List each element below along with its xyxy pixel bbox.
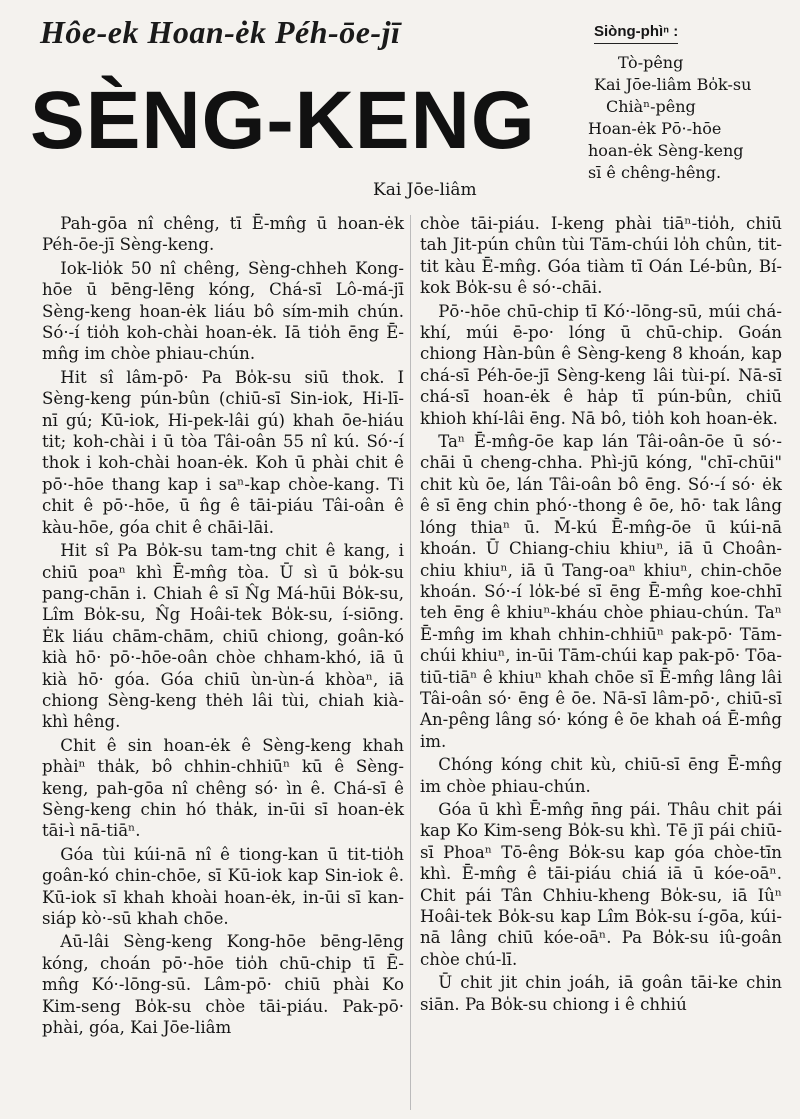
left-column xyxy=(42,213,404,1040)
caption-line: Chiàⁿ-pêng xyxy=(606,97,696,116)
caption-label: Siòng-phìⁿ : xyxy=(594,21,678,44)
right-column xyxy=(420,213,782,1017)
paragraph: Hit sî lâm-pō· Pa Bo̍k-su siū thok. I Sèng-keng pún-bûn (chiū-sī Sin-iok, Hi-lī-nī gú; Kū-iok, Hi-pek-lâi gú) khah ōe-hiáu tit; koh-chài i ū tòa Tâi-oân 55 nî kú. Só·-í thok i koh-chài hoan-ėk. Koh ū phài chit ê pō·-hōe thang kap i saⁿ-kap chòe-kang. Ti chit ê pō·-hōe, ū n̂g ê tāi-piáu Tâi-oân ê kàu-hōe, góa chit ê chāi-lāi. xyxy=(42,367,404,537)
column-divider xyxy=(410,215,411,1110)
article-title: SÈNG-KENG xyxy=(30,75,536,166)
photo-caption-box xyxy=(588,20,793,184)
caption-line: Kai Jōe-liâm Bo̍k-su xyxy=(594,75,752,94)
paragraph: Chóng kóng chit kù, chiū-sī ēng Ē-mn̂g im chòe phiau-chún. xyxy=(420,755,782,796)
paragraph: Góa tùi kúi-nā nî ê tiong-kan ū tit-tio̍h goân-kó chin-chōe, sī Kū-iok kap Sin-iok ê. Kū-iok sī khah khoài hoan-ėk, in-ūi sī kan-siáp kò·-sū khah chōe. xyxy=(42,844,404,928)
paragraph: Góa ū khì Ē-mn̂g n̄ng pái. Thâu chit pái kap Ko Kim-seng Bo̍k-su khì. Tē jī pái chiū-sī Phoaⁿ Tō-êng Bo̍k-su kap góa chòe-tīn khì. Ē-mn̂g ê tāi-piáu chiá iā ū kóe-oāⁿ. Chit pái Tân Chhiu-kheng Bo̍k-su, iā Iûⁿ Hoâi-tek Bo̍k-su kap Lîm Bo̍k-su í-gōa, kúi-nā lâng chiū kóe-oāⁿ. Pa Bo̍k-su iû-goân chòe chú-lī. xyxy=(420,799,782,969)
author-byline: Kai Jōe-liâm xyxy=(373,180,477,200)
caption-line: sī ê chêng-hêng. xyxy=(588,163,722,182)
paragraph: Chit ê sin hoan-ėk ê Sèng-keng khah phàiⁿ tha̍k, bô chhin-chhiūⁿ kū ê Sèng-keng, pah-gōa nî chêng só· ìn ê. Chá-sī ê Sèng-keng chin hó tha̍k, in-ūi sī hoan-ėk tāi-ì nā-tiāⁿ. xyxy=(42,735,404,841)
caption-line: hoan-ėk Sèng-keng xyxy=(588,141,744,160)
caption-line: Hoan-ėk Pō·-hōe xyxy=(588,119,722,138)
paragraph: Hit sî Pa Bo̍k-su tam-tng chit ê kang, i chiū poaⁿ khì Ē-mn̂g tòa. Ū sì ū bo̍k-su pang-chān i. Chiah ê sī N̂g Má-hūi Bo̍k-su, Lîm Bo̍k-su, N̂g Hoâi-tek Bo̍k-su, í-siōng. Ėk liáu chām-chām, chiū chiong, goân-kó kià hō· pō·-hōe-oân chòe chham-khó, iā ū kià hō· góa. Góa chiū ùn-ùn-á khòaⁿ, iā chiong Sèng-keng thėh lâi tùi, chiah kià-khì hêng. xyxy=(42,541,404,732)
series-title: Hôe-ek Hoan-ėk Péh-ōe-jī xyxy=(40,14,401,50)
paragraph: Ū chit jit chin joáh, iā goân tāi-ke chin siān. Pa Bo̍k-su chiong i ê chhiú xyxy=(420,973,782,1014)
paragraph: Pō·-hōe chū-chip tī Kó·-lōng-sū, múi chá-khí, múi ē-po· lóng ū chū-chip. Goán chiong Hàn-bûn ê Sèng-keng 8 khoán, kap chá-sī Péh-ōe-jī Sèng-keng lâi tùi-pí. Nā-sī chá-sī hoan-ėk ê ha̍p tī pún-bûn, chiū khioh khí-lâi ēng. Nā bô, tio̍h koh hoan-ėk. xyxy=(420,301,782,428)
paragraph: Iok-lio̍k 50 nî chêng, Sèng-chheh Kong-hōe ū bēng-lēng kóng, Chá-sī Lô-má-jī Sèng-keng hoan-ėk liáu bô sím-mih chún. Só·-í tio̍h koh-chài hoan-ėk. Iā tio̍h ēng Ē-mn̂g im chòe phiau-chún. xyxy=(42,258,404,364)
paragraph: Taⁿ Ē-mn̂g-ōe kap lán Tâi-oân-ōe ū só·-chāi ū cheng-chha. Phì-jū kóng, "chī-chūi" chit kù ōe, lán Tâi-oân bô ēng. Só·-í só· ėk ê sī ēng chin phó·-thong ê ōe, hō· tak lâng lóng thiaⁿ ū. M̄-kú Ē-mn̂g-ōe ū kúi-nā khoán. Ū Chiang-chiu khiuⁿ, iā ū Choân-chiu khiuⁿ, iā ū Tang-oaⁿ khiuⁿ, chin-chōe khoán. Só·-í lo̍k-bé sī ēng Ē-mn̂g koe-chhī teh ēng ê khiuⁿ-kháu chòe phiau-chún. Taⁿ Ē-mn̂g im khah chhin-chhiūⁿ pak-pō· Tām-chúi khiuⁿ, in-ūi Tām-chúi kap pak-pō· Tōa-tiū-tiāⁿ ê khiuⁿ khah chōe sī Ē-mn̂g lâng lâi Tâi-oân só· ēng ê ōe. Nā-sī lâm-pō·, chiū-sī An-pêng lâng só· kóng ê ōe khah oá Ē-mn̂g im. xyxy=(420,432,782,751)
paragraph: chòe tāi-piáu. I-keng phài tiāⁿ-tio̍h, chiū tah Jit-pún chûn tùi Tām-chúi lo̍h chûn, tit-tit kàu Ē-mn̂g. Góa tiàm tī Oán Lé-bûn, Bí-kok Bo̍k-su ê só·-chāi. xyxy=(420,214,782,298)
caption-line: Tò-pêng xyxy=(618,53,684,72)
paragraph: Pah-gōa nî chêng, tī Ē-mn̂g ū hoan-ėk Péh-ōe-jī Sèng-keng. xyxy=(42,214,404,255)
paragraph: Aū-lâi Sèng-keng Kong-hōe bēng-lēng kóng, choán pō·-hōe tio̍h chū-chip tī Ē-mn̂g Kó·-lōng-sū. Lâm-pō· chiū phài Ko Kim-seng Bo̍k-su chòe tāi-piáu. Pak-pō· phài, góa, Kai Jōe-liâm xyxy=(42,932,404,1038)
